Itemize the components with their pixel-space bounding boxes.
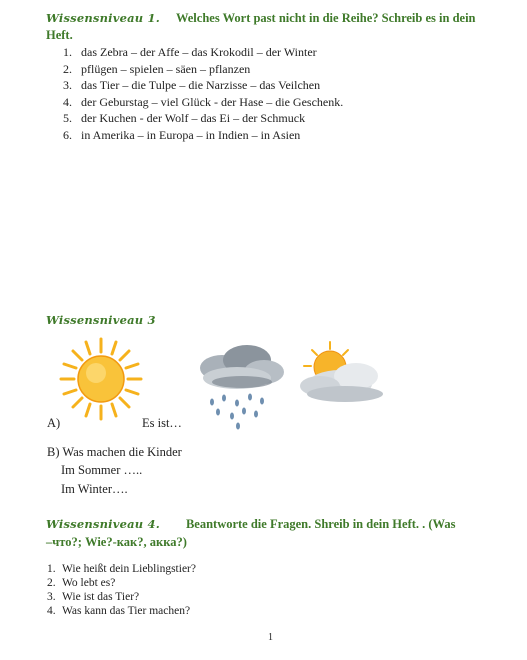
list-item bbox=[47, 590, 196, 604]
item-text: Wo lebt es? bbox=[62, 577, 116, 589]
sun-icon bbox=[58, 336, 144, 422]
item-number: 3. bbox=[63, 78, 72, 92]
item-text: Wie heißt dein Lieblingstier? bbox=[62, 563, 196, 575]
item-text: der Geburstag – viel Glück - der Hase – die Geschenk. bbox=[81, 94, 344, 109]
section1-level-label: Wissensniveau 1. bbox=[46, 11, 160, 25]
section1-task-line1: Welches Wort past nicht in die Reihe? Schreib es in dein bbox=[175, 11, 476, 25]
section1-heading bbox=[46, 10, 516, 44]
item-number: 4. bbox=[47, 605, 56, 617]
list-item bbox=[63, 61, 343, 78]
item-number: 2. bbox=[63, 61, 72, 76]
section4-task-line1: Beantworte die Fragen. Shreib in dein Heft. . (Was bbox=[185, 517, 456, 531]
part-b-label: B) Was machen die Kinder bbox=[47, 445, 182, 459]
item-text: Was kann das Tier machen? bbox=[62, 605, 191, 617]
list-item bbox=[63, 94, 343, 111]
item-text: das Tier – die Tulpe – die Narzisse – das Veilchen bbox=[81, 78, 321, 92]
section3-level-label: Wissensniveau 3 bbox=[46, 313, 156, 327]
section1-list bbox=[63, 44, 343, 143]
item-number: 3. bbox=[47, 591, 56, 603]
item-text: pflügen – spielen – säen – pflanzen bbox=[81, 61, 251, 76]
part-a-label: A) bbox=[47, 416, 61, 430]
item-number: 4. bbox=[63, 94, 72, 109]
section1-task-line2: Heft. bbox=[46, 28, 73, 42]
item-number: 6. bbox=[63, 127, 72, 142]
page-number: 1 bbox=[268, 632, 273, 643]
section4-heading bbox=[46, 515, 516, 551]
section4-level-label: Wissensniveau 4. bbox=[46, 517, 160, 531]
list-item bbox=[63, 77, 343, 94]
list-item bbox=[47, 604, 196, 618]
item-number: 1. bbox=[63, 45, 72, 59]
item-number: 1. bbox=[47, 563, 56, 575]
summer-prompt: Im Sommer ….. bbox=[61, 463, 143, 477]
section4-task-line2: –что?; Wie?-как?, акка?) bbox=[46, 535, 187, 549]
item-text: in Amerika – in Europa – in Indien – in Asien bbox=[81, 127, 301, 142]
list-item bbox=[63, 127, 343, 144]
winter-prompt: Im Winter…. bbox=[61, 482, 128, 496]
section3-heading bbox=[46, 313, 156, 328]
list-item bbox=[47, 562, 196, 576]
item-text: das Zebra – der Affe – das Krokodil – der Winter bbox=[81, 45, 317, 59]
es-ist-prompt: Es ist… bbox=[142, 416, 182, 430]
list-item bbox=[63, 110, 343, 127]
list-item bbox=[47, 576, 196, 590]
item-number: 2. bbox=[47, 577, 56, 589]
section4-list bbox=[47, 562, 196, 618]
rain-cloud-icon bbox=[192, 340, 288, 432]
item-text: der Kuchen - der Wolf – das Ei – der Schmuck bbox=[81, 111, 306, 125]
sun-behind-cloud-icon bbox=[290, 340, 392, 410]
item-text: Wie ist das Tier? bbox=[62, 591, 140, 603]
item-number: 5. bbox=[63, 111, 72, 125]
list-item bbox=[63, 44, 343, 61]
